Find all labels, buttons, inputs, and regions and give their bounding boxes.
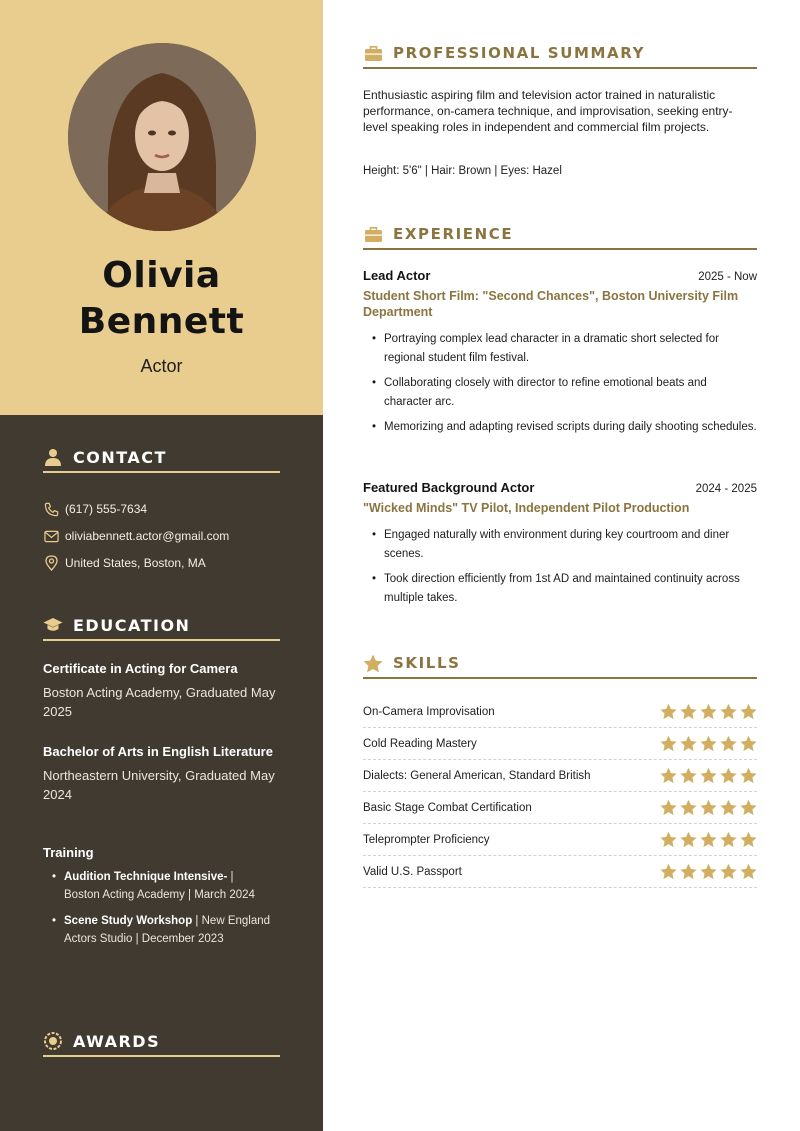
contact-heading: CONTACT [43, 443, 280, 473]
skill-row [363, 856, 757, 888]
contact-location [43, 555, 206, 571]
training-title: Training [43, 845, 94, 860]
first-name: Olivia [102, 255, 221, 296]
skill-name: Basic Stage Combat Certification [363, 801, 532, 814]
star-icon [363, 653, 383, 673]
location-text: United States, Boston, MA [65, 556, 206, 570]
job-title: Lead Actor [363, 268, 431, 283]
skill-rating [660, 767, 757, 784]
rating-star-icon [740, 767, 757, 784]
award-badge-icon [43, 1031, 63, 1051]
mail-icon [43, 528, 59, 544]
experience-item [363, 268, 757, 443]
rating-star-icon [660, 799, 677, 816]
degree: Certificate in Acting for Camera [43, 661, 238, 676]
skill-row [363, 824, 757, 856]
bullet: • Took direction efficiently from 1st AD and maintained continuity across multiple takes. [363, 570, 757, 608]
phone-icon [43, 501, 59, 517]
graduation-cap-icon [43, 615, 63, 635]
training-item: • Scene Study Workshop | New England Actors Studio | December 2023 [52, 912, 272, 948]
experience-item [363, 480, 757, 614]
job-bullets [363, 526, 757, 608]
skills-heading: SKILLS [363, 649, 757, 679]
rating-star-icon [740, 735, 757, 752]
skill-rating [660, 735, 757, 752]
skill-rating [660, 799, 757, 816]
experience-heading: EXPERIENCE [363, 220, 757, 250]
institution: Northeastern University, Graduated May 2024 [43, 768, 275, 802]
rating-star-icon [680, 863, 697, 880]
training-item: • Audition Technique Intensive- | Boston Acting Academy | March 2024 [52, 868, 272, 904]
skill-row [363, 728, 757, 760]
job-dates: 2024 - 2025 [695, 483, 757, 495]
rating-star-icon [720, 767, 737, 784]
rating-star-icon [720, 863, 737, 880]
job-organization: Student Short Film: "Second Chances", Boston University Film Department [363, 289, 739, 319]
physical-attributes: Height: 5'6" | Hair: Brown | Eyes: Hazel [363, 165, 562, 177]
institution: Boston Acting Academy, Graduated May 2025 [43, 685, 276, 719]
contact-phone [43, 501, 147, 517]
skill-row [363, 696, 757, 728]
rating-star-icon [680, 735, 697, 752]
job-bullets [363, 330, 757, 437]
rating-star-icon [660, 703, 677, 720]
bullet: • Engaged naturally with environment during key courtroom and diner scenes. [363, 526, 757, 564]
skill-name: Teleprompter Proficiency [363, 833, 490, 846]
skill-row [363, 792, 757, 824]
rating-star-icon [700, 831, 717, 848]
rating-star-icon [720, 831, 737, 848]
rating-star-icon [680, 799, 697, 816]
skill-row [363, 760, 757, 792]
full-name [0, 253, 323, 345]
rating-star-icon [720, 703, 737, 720]
rating-star-icon [720, 735, 737, 752]
rating-star-icon [660, 767, 677, 784]
awards-heading: AWARDS [43, 1027, 280, 1057]
rating-star-icon [740, 703, 757, 720]
bullet: • Memorizing and adapting revised scripts during daily shooting schedules. [363, 418, 757, 437]
rating-star-icon [700, 767, 717, 784]
rating-star-icon [700, 703, 717, 720]
education-item [43, 659, 283, 721]
rating-star-icon [720, 799, 737, 816]
job-title: Featured Background Actor [363, 480, 535, 495]
rating-star-icon [660, 735, 677, 752]
summary-text: Enthusiastic aspiring film and television actor trained in naturalistic performance, on-camera technique, and improvisation, seeking entry-level speaking roles in independent and commercial film projects. [363, 88, 733, 134]
location-pin-icon [43, 555, 59, 571]
education-item [43, 742, 283, 804]
job-organization: "Wicked Minds" TV Pilot, Independent Pilot Production [363, 501, 690, 515]
skill-name: Valid U.S. Passport [363, 865, 462, 878]
skill-name: On-Camera Improvisation [363, 705, 495, 718]
rating-star-icon [740, 831, 757, 848]
skill-rating [660, 831, 757, 848]
skill-name: Cold Reading Mastery [363, 737, 477, 750]
skill-rating [660, 863, 757, 880]
rating-star-icon [700, 735, 717, 752]
phone-text: (617) 555-7634 [65, 502, 148, 516]
rating-star-icon [740, 863, 757, 880]
rating-star-icon [680, 831, 697, 848]
skills-list [363, 696, 757, 888]
bullet: • Portraying complex lead character in a dramatic short selected for regional student film festival. [363, 330, 757, 368]
bullet: • Collaborating closely with director to refine emotional beats and character arc. [363, 374, 757, 412]
briefcase-icon [363, 224, 383, 244]
rating-star-icon [740, 799, 757, 816]
last-name: Bennett [78, 301, 245, 342]
contact-email [43, 528, 229, 544]
skill-name: Dialects: General American, Standard British [363, 769, 591, 782]
rating-star-icon [660, 831, 677, 848]
summary-heading: PROFESSIONAL SUMMARY [363, 39, 757, 69]
rating-star-icon [700, 863, 717, 880]
degree: Bachelor of Arts in English Literature [43, 744, 273, 759]
avatar [68, 43, 256, 231]
job-dates: 2025 - Now [698, 271, 757, 283]
rating-star-icon [700, 799, 717, 816]
rating-star-icon [680, 703, 697, 720]
education-heading: EDUCATION [43, 611, 280, 641]
job-role: Actor [140, 356, 183, 376]
rating-star-icon [660, 863, 677, 880]
training-list [52, 868, 272, 948]
skill-rating [660, 703, 757, 720]
email-text: oliviabennett.actor@gmail.com [65, 529, 230, 543]
briefcase-icon [363, 43, 383, 63]
person-icon [43, 447, 63, 467]
rating-star-icon [680, 767, 697, 784]
